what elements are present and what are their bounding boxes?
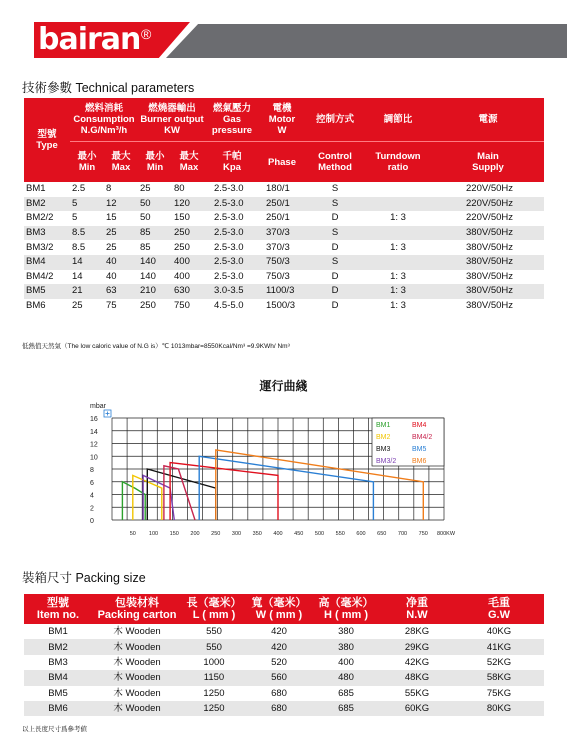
pack-header-6 xyxy=(454,594,544,624)
table-cell: 40 xyxy=(106,270,117,282)
table-cell: 685 xyxy=(312,701,380,716)
table-cell: 2.5-3.0 xyxy=(214,241,244,253)
table-row xyxy=(24,686,544,701)
tech-subheader-6-line-1: Method xyxy=(318,162,352,173)
x-tick-label: 700 xyxy=(397,531,408,537)
x-tick-label: 350 xyxy=(252,531,262,537)
table-cell: BM3/2 xyxy=(26,241,54,253)
pack-header-3-line-1: W ( mm ) xyxy=(255,609,303,621)
tech-header-0 xyxy=(24,98,70,182)
table-row xyxy=(24,211,544,226)
table-cell: BM1 xyxy=(26,183,46,195)
table-cell xyxy=(364,197,432,212)
table-cell: 21 xyxy=(70,284,104,299)
registered-mark: ® xyxy=(141,26,152,42)
table-cell: 380 xyxy=(312,639,380,654)
table-cell: 1000 xyxy=(203,656,225,668)
y-tick-label: 0 xyxy=(90,518,94,525)
table-cell: 85 xyxy=(140,241,151,253)
table-cell: 2.5-3.0 xyxy=(206,226,258,241)
tech-header-2-line-1: Burner output xyxy=(140,114,204,125)
tech-subheader-1-line-1: Max xyxy=(111,162,131,173)
legend-item-bm6: BM6 xyxy=(412,458,427,465)
tech-subheader-0-line-0: 最小 xyxy=(77,151,97,162)
table-cell: BM3 xyxy=(48,656,68,668)
table-cell: 1250 xyxy=(182,701,246,716)
tech-header-1-line-0: 燃料消耗 xyxy=(84,103,123,114)
table-row xyxy=(24,197,544,212)
table-cell: 750/3 xyxy=(266,270,290,282)
table-cell: 80KG xyxy=(454,701,544,716)
table-cell: BM3 xyxy=(24,226,70,241)
table-cell: 木 Wooden xyxy=(113,656,161,668)
table-row xyxy=(24,670,544,685)
tech-header-1 xyxy=(70,98,138,142)
table-row xyxy=(24,639,544,654)
x-tick-label: 650 xyxy=(377,531,387,537)
table-cell: 250 xyxy=(140,300,156,312)
table-cell: 28KG xyxy=(404,626,430,638)
tech-subheader-4-line-0: 千帕 xyxy=(222,151,242,162)
tech-subheader-5-line-0: Phase xyxy=(268,156,296,168)
table-cell: 25 xyxy=(106,241,117,253)
table-cell: 250 xyxy=(172,226,206,241)
table-cell: 400 xyxy=(172,255,206,270)
table-cell: BM6 xyxy=(24,701,92,716)
table-cell: 560 xyxy=(246,670,312,685)
table-cell: 48KG xyxy=(380,670,454,685)
table-cell: BM4 xyxy=(24,670,92,685)
table-cell: BM5 xyxy=(48,687,68,699)
legend-item-bm5: BM5 xyxy=(412,446,427,453)
pack-header-6-line-1: G.W xyxy=(488,609,510,621)
pack-header-3 xyxy=(246,594,312,624)
tech-subheader-5 xyxy=(258,142,306,183)
table-cell: BM2 xyxy=(24,639,92,654)
tech-header-3-line-0: 燃氣壓力 xyxy=(212,103,251,114)
tech-subheader-3 xyxy=(172,142,206,183)
x-tick-label: 100 xyxy=(148,531,159,537)
table-row xyxy=(24,240,544,255)
tech-subheader-3-line-0: 最大 xyxy=(179,151,199,162)
table-cell: 420 xyxy=(271,626,287,638)
table-cell: 40 xyxy=(104,255,138,270)
table-cell: 50 xyxy=(140,212,151,224)
y-tick-label: 10 xyxy=(90,454,98,462)
tech-header-6 xyxy=(364,98,432,142)
tech-subheader-2-line-0: 最小 xyxy=(145,151,165,162)
y-tick-label: 16 xyxy=(90,416,98,423)
x-tick-label: 200 xyxy=(190,531,200,537)
pack-header-2-line-1: L ( mm ) xyxy=(192,609,236,621)
pack-header-5 xyxy=(380,594,454,624)
tech-subheader-2 xyxy=(138,142,172,183)
legend-item-bm2: BM2 xyxy=(376,434,391,441)
tech-header-3-line-1: Gas xyxy=(223,114,241,125)
table-cell: S xyxy=(306,255,364,270)
table-cell: 140 xyxy=(140,270,156,282)
table-cell: 520 xyxy=(271,656,287,668)
table-row xyxy=(24,701,544,716)
series-line-bm5 xyxy=(199,456,373,520)
tech-header-3-line-2: pressure xyxy=(211,125,253,136)
table-cell: 685 xyxy=(338,687,354,699)
tech-subheader-0-line-1: Min xyxy=(78,162,96,173)
table-cell: 85 xyxy=(138,226,172,241)
series-line-bm4-2 xyxy=(164,466,195,520)
technical-parameters-table xyxy=(24,98,544,313)
tech-subheader-7-line-1: ratio xyxy=(387,162,409,173)
packing-section-title: 裝箱尺寸 Packing size xyxy=(22,571,146,585)
table-cell: 75 xyxy=(106,300,117,312)
table-cell: 木 Wooden xyxy=(92,670,182,685)
table-cell xyxy=(364,182,432,197)
tech-header-3 xyxy=(206,98,258,142)
series-line-bm1 xyxy=(122,482,145,520)
pack-header-6-line-0: 毛重 xyxy=(488,597,510,609)
y-axis-label: mbar xyxy=(90,403,106,410)
pack-header-1 xyxy=(92,594,182,624)
chart-title: 運行曲綫 xyxy=(259,379,308,393)
y-tick-label: 8 xyxy=(90,467,94,474)
table-cell: 400 xyxy=(174,270,190,282)
y-tick-label: 14 xyxy=(90,428,98,436)
tech-header-4-line-0: 電機 xyxy=(272,103,292,114)
packing-size-table xyxy=(24,594,544,716)
table-cell: 380V/50Hz xyxy=(466,270,514,282)
table-row xyxy=(24,624,544,639)
table-cell: D xyxy=(306,284,364,299)
table-cell: 1500/3 xyxy=(266,300,296,312)
table-cell: S xyxy=(331,183,339,195)
table-cell: 12 xyxy=(104,197,138,212)
table-cell: 680 xyxy=(246,701,312,716)
table-cell: 2.5-3.0 xyxy=(214,183,244,195)
table-cell: 2.5 xyxy=(72,183,86,195)
legend-item-bm4-2: BM4/2 xyxy=(412,434,433,441)
tech-subheader-0 xyxy=(70,142,104,183)
table-cell: 400 xyxy=(338,656,354,668)
pack-header-0-line-0: 型號 xyxy=(47,597,69,609)
table-row xyxy=(24,182,544,197)
table-cell: 1: 3 xyxy=(390,270,406,282)
tech-header-1-line-1: Consumption xyxy=(73,114,135,125)
x-tick-label: 400 xyxy=(273,531,283,537)
header-bar xyxy=(166,24,567,58)
table-cell: 420 xyxy=(246,639,312,654)
x-tick-label: 250 xyxy=(211,531,221,537)
tech-header-4 xyxy=(258,98,306,142)
table-cell: S xyxy=(306,197,364,212)
tech-section-title: 技術參數 Technical parameters xyxy=(22,81,195,95)
caloric-value-note: 低熱值天然氣（The low caloric value of N.G is）℃ 1013mbar=8550Kcal/Nm³ =9.9KWh/ Nm³ xyxy=(22,343,290,350)
table-cell: 58KG xyxy=(454,670,544,685)
table-cell: 180/1 xyxy=(266,183,290,195)
tech-header-4-line-2: W xyxy=(277,125,287,136)
tech-subheader-2-line-1: Min xyxy=(146,162,164,173)
table-cell: 1100/3 xyxy=(258,284,306,299)
pack-header-0-line-1: Item no. xyxy=(36,609,80,621)
table-row xyxy=(24,284,544,299)
table-cell: 25 xyxy=(140,183,151,195)
legend-item-bm3: BM3 xyxy=(376,446,391,453)
table-cell: 25 xyxy=(72,300,83,312)
table-cell: 1150 xyxy=(182,670,246,685)
tech-subheader-8-line-1: Supply xyxy=(472,162,504,173)
table-cell: 29KG xyxy=(380,639,454,654)
table-cell: D xyxy=(331,300,339,312)
tech-subheader-4 xyxy=(206,142,258,183)
table-cell: 42KG xyxy=(404,656,430,668)
table-cell: BM2/2 xyxy=(26,212,54,224)
table-cell: 木 Wooden xyxy=(92,639,182,654)
table-cell: 220V/50Hz xyxy=(466,183,514,195)
table-cell: 5 xyxy=(72,212,78,224)
table-cell: 150 xyxy=(174,212,190,224)
pack-header-5-line-1: N.W xyxy=(406,609,428,621)
table-cell: 370/3 xyxy=(258,226,306,241)
table-cell xyxy=(364,226,432,241)
legend-item-bm1: BM1 xyxy=(376,422,391,429)
table-cell: 2.5-3.0 xyxy=(214,212,244,224)
x-tick-label: 300 xyxy=(231,531,242,537)
table-cell: 250/1 xyxy=(258,197,306,212)
page-header xyxy=(0,0,567,62)
pack-header-2 xyxy=(182,594,246,624)
table-cell: 140 xyxy=(138,255,172,270)
table-cell: 41KG xyxy=(454,639,544,654)
tech-subheader-1-line-0: 最大 xyxy=(111,151,131,162)
table-cell: BM4/2 xyxy=(26,270,54,282)
table-cell: 210 xyxy=(138,284,172,299)
table-cell: 680 xyxy=(271,687,287,699)
table-cell: 380V/50Hz xyxy=(432,284,544,299)
table-cell: 50 xyxy=(138,197,172,212)
table-cell: 木 Wooden xyxy=(92,701,182,716)
tech-header-5-line-0: 控制方式 xyxy=(315,114,354,125)
table-cell: 8 xyxy=(106,183,112,195)
tech-subheader-7 xyxy=(364,142,432,183)
packing-note: 以上長度尺寸爲參考値 xyxy=(22,726,87,733)
table-cell: 370/3 xyxy=(266,241,290,253)
table-cell: BM5 xyxy=(24,284,70,299)
table-cell: 25 xyxy=(104,226,138,241)
tech-subheader-3-line-1: Max xyxy=(179,162,199,173)
table-cell: 220V/50Hz xyxy=(466,212,514,224)
y-tick-label: 6 xyxy=(90,479,94,487)
table-cell: 3.0-3.5 xyxy=(206,284,258,299)
tech-subheader-8 xyxy=(432,142,544,183)
tech-header-1-line-2: N.G/Nm³/h xyxy=(80,125,128,136)
tech-subheader-4-line-1: Kpa xyxy=(223,162,241,173)
tech-header-6-line-0: 調節比 xyxy=(383,114,413,125)
table-cell xyxy=(364,255,432,270)
table-cell: 2.5-3.0 xyxy=(206,197,258,212)
tech-header-7-line-0: 電源 xyxy=(478,114,498,125)
table-cell: 8.5 xyxy=(70,226,104,241)
y-tick-label: 4 xyxy=(90,492,94,500)
table-cell: 5 xyxy=(70,197,104,212)
x-tick-label: 50 xyxy=(129,531,136,537)
table-row xyxy=(24,270,544,285)
table-cell: 750/3 xyxy=(258,255,306,270)
table-cell: 380 xyxy=(338,626,354,638)
pack-header-4-line-0: 高（毫米） xyxy=(318,597,374,609)
table-cell: 15 xyxy=(106,212,117,224)
table-cell: 380V/50Hz xyxy=(466,300,514,312)
table-cell: S xyxy=(306,226,364,241)
table-cell: 1: 3 xyxy=(364,284,432,299)
table-cell: 60KG xyxy=(380,701,454,716)
table-cell: 380V/50Hz xyxy=(466,241,514,253)
table-cell: D xyxy=(331,241,339,253)
table-cell: 14 xyxy=(72,270,83,282)
table-cell: 750 xyxy=(174,300,190,312)
y-tick-label: 2 xyxy=(90,505,94,513)
table-cell: 220V/50Hz xyxy=(432,197,544,212)
table-cell: 480 xyxy=(312,670,380,685)
table-cell: 75KG xyxy=(486,687,512,699)
brand-name: bairan xyxy=(38,22,141,57)
legend-item-bm3-2: BM3/2 xyxy=(376,458,397,465)
x-tick-label: 750 xyxy=(418,531,428,537)
table-row xyxy=(24,255,544,270)
table-cell: BM2 xyxy=(24,197,70,212)
pack-header-5-line-0: 净重 xyxy=(406,597,428,609)
table-cell: 1250 xyxy=(203,687,225,699)
x-tick-label: 450 xyxy=(294,531,304,537)
tech-subheader-1 xyxy=(104,142,138,183)
pack-header-4-line-1: H ( mm ) xyxy=(324,609,368,621)
table-row xyxy=(24,226,544,241)
tech-header-0-line-1: Type xyxy=(36,140,58,151)
table-cell: 63 xyxy=(104,284,138,299)
table-cell: 1: 3 xyxy=(390,241,406,253)
table-cell: 8.5 xyxy=(72,241,86,253)
table-cell: 250 xyxy=(174,241,190,253)
x-tick-label: 550 xyxy=(335,531,345,537)
table-cell: D xyxy=(331,270,339,282)
table-cell: 380V/50Hz xyxy=(432,226,544,241)
x-tick-label: 500 xyxy=(314,531,325,537)
table-cell: D xyxy=(331,212,339,224)
pack-header-1-line-0: 包裝材料 xyxy=(115,597,159,609)
table-cell: BM4 xyxy=(24,255,70,270)
table-cell: 630 xyxy=(172,284,206,299)
table-row xyxy=(24,655,544,670)
tech-subheader-6 xyxy=(306,142,364,183)
tech-header-2 xyxy=(138,98,206,142)
pack-header-0 xyxy=(24,594,92,624)
tech-header-2-line-2: KW xyxy=(164,125,180,136)
x-tick-label: 600 xyxy=(356,531,366,537)
table-cell: BM1 xyxy=(48,626,68,638)
pack-header-2-line-0: 長（毫米） xyxy=(186,597,242,609)
table-cell: 木 Wooden xyxy=(113,687,161,699)
x-tick-label: 150 xyxy=(169,531,179,537)
tech-header-7 xyxy=(432,98,544,142)
table-cell: 380V/50Hz xyxy=(432,255,544,270)
x-axis-label: 800KW xyxy=(436,531,456,537)
tech-header-0-line-0: 型號 xyxy=(37,129,57,140)
table-row xyxy=(24,299,544,314)
table-cell: 1: 3 xyxy=(390,300,406,312)
table-cell: 55KG xyxy=(404,687,430,699)
tech-subheader-7-line-0: Turndown xyxy=(375,151,421,162)
table-cell: 1: 3 xyxy=(390,212,406,224)
table-cell: 80 xyxy=(174,183,185,195)
table-cell: 250/1 xyxy=(266,212,290,224)
table-cell: 2.5-3.0 xyxy=(214,270,244,282)
table-cell: 4.5-5.0 xyxy=(214,300,244,312)
table-cell: 550 xyxy=(206,626,222,638)
tech-header-2-line-0: 燃燒器輸出 xyxy=(148,103,196,114)
table-cell: 木 Wooden xyxy=(113,626,161,638)
table-cell: 550 xyxy=(182,639,246,654)
y-tick-label: 12 xyxy=(90,441,98,449)
table-cell: 2.5-3.0 xyxy=(206,255,258,270)
table-cell: 40KG xyxy=(486,626,512,638)
tech-header-5 xyxy=(306,98,364,142)
pack-header-1-line-1: Packing carton xyxy=(97,609,177,621)
table-cell: 14 xyxy=(70,255,104,270)
tech-header-4-line-1: Motor xyxy=(268,114,296,125)
table-cell: 52KG xyxy=(486,656,512,668)
operating-curve-chart xyxy=(0,394,567,544)
table-cell: BM6 xyxy=(26,300,46,312)
legend-item-bm4: BM4 xyxy=(412,422,427,429)
tech-subheader-6-line-0: Control xyxy=(318,151,352,162)
table-cell: 120 xyxy=(172,197,206,212)
tech-subheader-8-line-0: Main xyxy=(477,151,499,162)
pack-header-3-line-0: 寬（毫米） xyxy=(251,597,307,609)
pack-header-4 xyxy=(312,594,380,624)
